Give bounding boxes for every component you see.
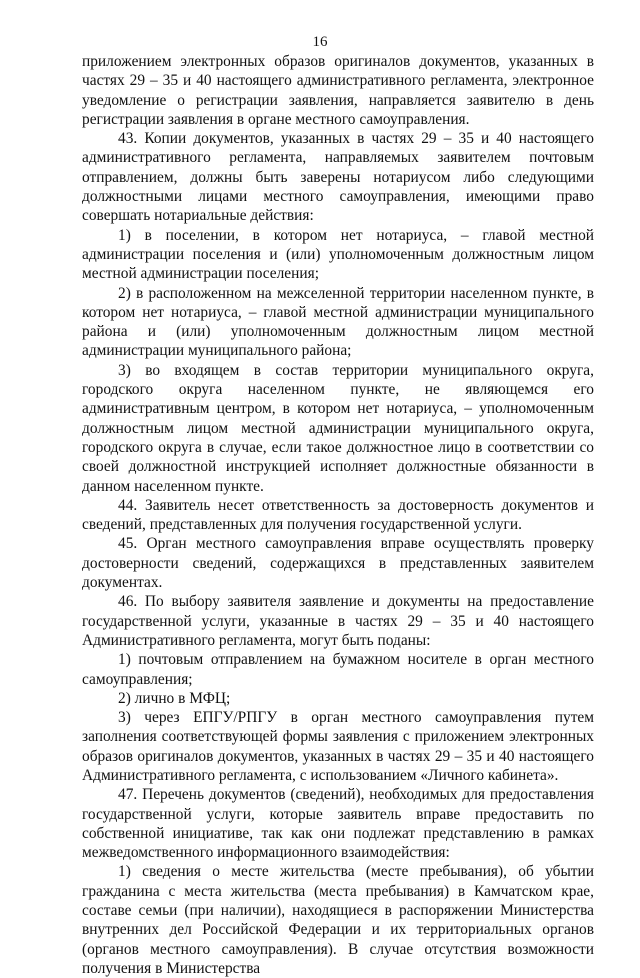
paragraph-43-item-2: 2) в расположенном на межселенной территории населенном пункте, в котором нет нотариуса, – главой местной администрации муниципального района и (или) уполномоченным должностным лицом местной администрации муниципального района; <box>82 284 594 360</box>
paragraph-47-item-1: 1) сведения о месте жительства (месте пребывания), об убытии гражданина с места жительства (места пребывания) в Камчатском крае, составе семьи (при наличии), находящиеся в распоряжении Министерства внутренних дел Российской Федерации и их территориальных органов (органов местного самоуправления). В случае отсутствия возможности получения в Министерства <box>82 863 594 977</box>
paragraph-43: 43. Копии документов, указанных в частях 29 – 35 и 40 настоящего административного регламента, направляемых заявителем почтовым отправлением, должны быть заверены нотариусом либо следующими должностными лицами местного самоуправления, имеющими право совершать нотариальные действия: <box>82 130 594 225</box>
paragraph-43-item-1: 1) в поселении, в котором нет нотариуса, – главой местной администрации поселения и (или) уполномоченным должностным лицом местной администрации поселения; <box>82 226 594 283</box>
paragraph-47: 47. Перечень документов (сведений), необходимых для предоставления государственной услуги, которые заявитель вправе предоставить по собственной инициативе, так как они подлежат представлению в рамках межведомственного информационного взаимодействия: <box>82 786 594 862</box>
paragraph-continuation: приложением электронных образов оригиналов документов, указанных в частях 29 – 35 и 40 настоящего административного регламента, электронное уведомление о регистрации заявления, направляется заявителю в день регистрации заявления в органе местного самоуправления. <box>82 53 594 128</box>
document-body <box>82 52 594 978</box>
paragraph-45: 45. Орган местного самоуправления вправе осуществлять проверку достоверности сведений, содержащихся в представленных заявителем документах. <box>82 535 594 592</box>
paragraph-46-item-3: 3) через ЕПГУ/РПГУ в орган местного самоуправления путем заполнения соответствующей формы заявления с приложением электронных образов оригиналов документов, указанных в частях 29 – 35 и 40 настоящего Административного регламента, с использованием «Личного кабинета». <box>82 709 594 784</box>
paragraph-43-item-3: 3) во входящем в состав территории муниципального округа, городского округа населенном пункте, не являющемся его административным центром, в котором нет нотариуса, – уполномоченным должностным лицом местной администрации муниципального округа, городского округа в случае, если такое должностное лицо в соответствии со своей должностной инструкцией исполняет должностные обязанности в данном населенном пункте. <box>82 361 594 495</box>
paragraph-46-item-2: 2) лично в МФЦ; <box>118 689 231 707</box>
paragraph-46-item-1: 1) почтовым отправлением на бумажном носителе в орган местного самоуправления; <box>82 651 594 688</box>
page-number: 16 <box>312 34 328 50</box>
paragraph-44: 44. Заявитель несет ответственность за достоверность документов и сведений, представленных для получения государственной услуги. <box>82 496 594 534</box>
paragraph-46: 46. По выбору заявителя заявление и документы на предоставление государственной услуги, указанные в частях 29 – 35 и 40 настоящего Административного регламента, могут быть поданы: <box>82 593 594 649</box>
